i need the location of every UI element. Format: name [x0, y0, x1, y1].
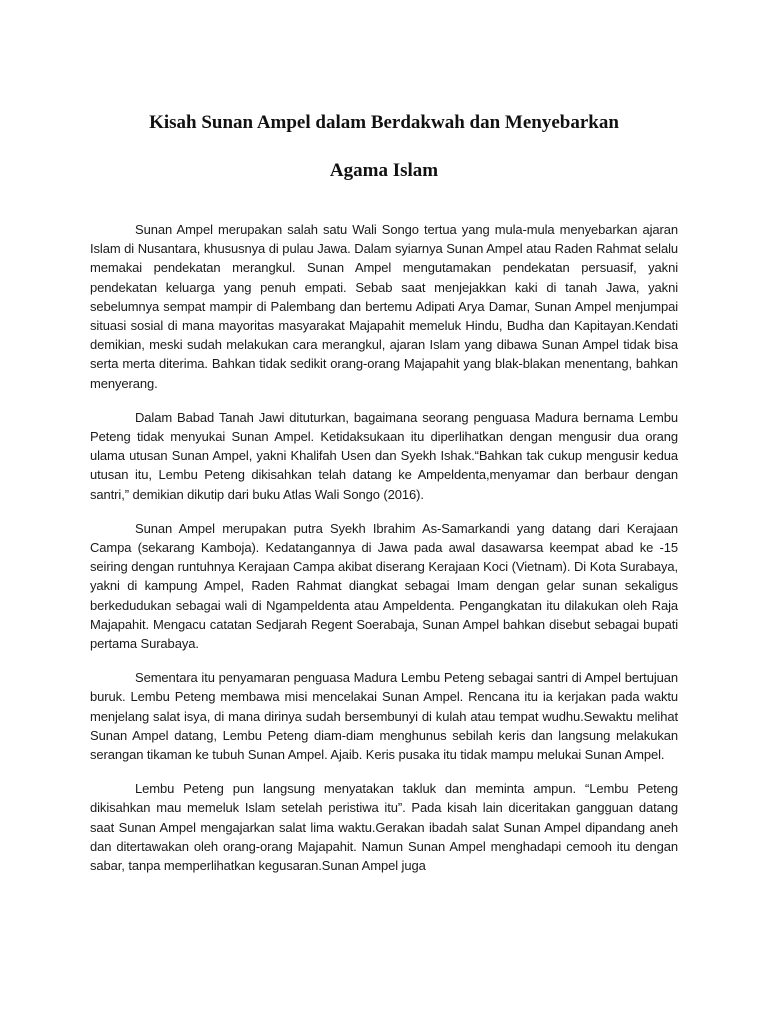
paragraph-5: Lembu Peteng pun langsung menyatakan takluk dan meminta ampun. “Lembu Peteng dikisahkan mau memeluk Islam setelah peristiwa itu”. Pada kisah lain diceritakan gangguan datang saat Sunan Ampel mengajarkan salat lima waktu.Gerakan ibadah salat Sunan Ampel dipandang aneh dan ditertawakan oleh orang-orang Majapahit. Namun Sunan Ampel menghadapi cemooh itu dengan sabar, tanpa memperlihatkan kegusaran.Sunan Ampel juga: [90, 781, 678, 874]
document-body: [90, 220, 678, 875]
document-title-line-1: Kisah Sunan Ampel dalam Berdakwah dan Menyebarkan: [149, 112, 619, 133]
paragraph-1: Sunan Ampel merupakan salah satu Wali Songo tertua yang mula-mula menyebarkan ajaran Islam di Nusantara, khususnya di pulau Jawa. Dalam syiarnya Sunan Ampel atau Raden Rahmat selalu memakai pendekatan merangkul. Sunan Ampel mengutamakan pendekatan persuasif, yakni pendekatan keluarga yang penuh empati. Sebab saat menjejakkan kaki di tanah Jawa, yakni sebelumnya sempat mampir di Palembang dan bertemu Adipati Arya Damar, Sunan Ampel menjumpai situasi sosial di mana mayoritas masyarakat Majapahit memeluk Hindu, Budha dan Kapitayan.Kendati demikian, meski sudah melakukan cara merangkul, ajaran Islam yang dibawa Sunan Ampel tidak bisa serta merta diterima. Bahkan tidak sedikit orang-orang Majapahit yang blak-blakan menentang, bahkan menyerang.: [90, 222, 678, 391]
paragraph-4: Sementara itu penyamaran penguasa Madura Lembu Peteng sebagai santri di Ampel bertujuan buruk. Lembu Peteng membawa misi mencelakai Sunan Ampel. Rencana itu ia kerjakan pada waktu menjelang salat isya, di mana dirinya sudah bersembunyi di kulah atau tempat wudhu.Sewaktu melihat Sunan Ampel datang, Lembu Peteng diam-diam menghunus sebilah keris dan langsung melakukan serangan tikaman ke tubuh Sunan Ampel. Ajaib. Keris pusaka itu tidak mampu melukai Sunan Ampel.: [90, 670, 678, 763]
paragraph-2: Dalam Babad Tanah Jawi dituturkan, bagaimana seorang penguasa Madura bernama Lembu Peteng tidak menyukai Sunan Ampel. Ketidaksukaan itu diperlihatkan dengan mengusir dua orang ulama utusan Sunan Ampel, yakni Khalifah Usen dan Syekh Ishak.“Bahkan tak cukup mengusir kedua utusan itu, Lembu Peteng dikisahkan telah datang ke Ampeldenta,menyamar dan berbaur dengan santri,” demikian dikutip dari buku Atlas Wali Songo (2016).: [90, 409, 678, 502]
document-title-line-2: Agama Islam: [329, 160, 439, 181]
paragraph-3: Sunan Ampel merupakan putra Syekh Ibrahim As-Samarkandi yang datang dari Kerajaan Campa (sekarang Kamboja). Kedatangannya di Jawa pada awal dasawarsa keempat abad ke -15 seiring dengan runtuhnya Kerajaan Campa akibat diserang Kerajaan Koci (Vietnam). Di Kota Surabaya, yakni di kampung Ampel, Raden Rahmat diangkat sebagai Imam dengan gelar sunan sekaligus berkedudukan sebagai wali di Ngampeldenta atau Ampeldenta. Pengangkatan itu dilakukan oleh Raja Majapahit. Mengacu catatan Sedjarah Regent Soerabaja, Sunan Ampel bahkan disebut sebagai bupati pertama Surabaya.: [90, 520, 678, 652]
